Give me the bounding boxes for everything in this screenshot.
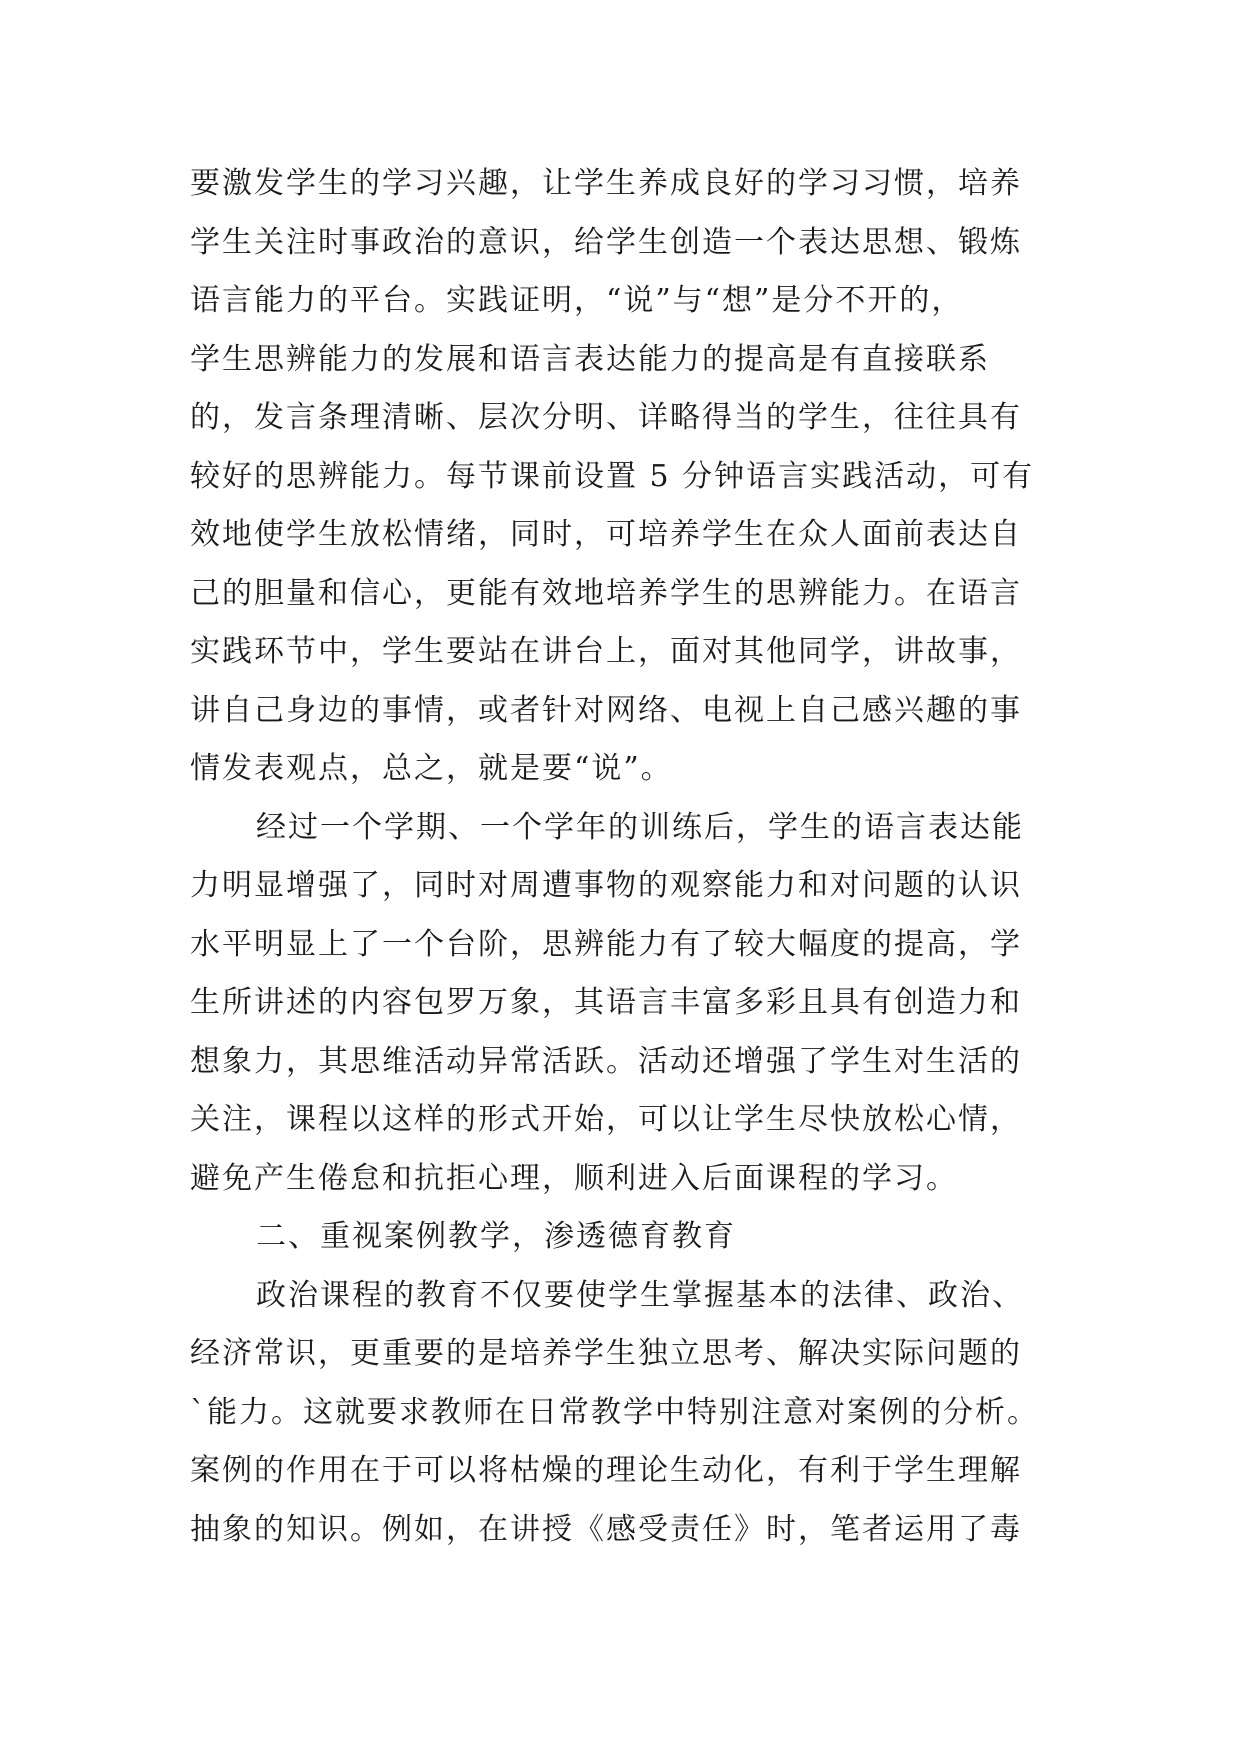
text-line: 情发表观点，总之，就是要“说”。 [190, 751, 673, 786]
text-line: 要激发学生的学习兴趣，让学生养成良好的学习习惯，培养 [190, 166, 1022, 201]
text-line: 生所讲述的内容包罗万象，其语言丰富多彩且具有创造力和 [190, 985, 1022, 1020]
text-line: 较好的思辨能力。每节课前设置 5 分钟语言实践活动，可有 [190, 458, 1035, 494]
text-line: 己的胆量和信心，更能有效地培养学生的思辨能力。在语言 [190, 575, 1022, 611]
text-line: 实践环节中，学生要站在讲台上，面对其他同学，讲故事， [190, 634, 1022, 669]
text-line: 讲自己身边的事情，或者针对网络、电视上自己感兴趣的事 [190, 692, 1022, 728]
text-line: 想象力，其思维活动异常活跃。活动还增强了学生对生活的 [190, 1043, 1022, 1079]
text-line: 避免产生倦怠和抗拒心理，顺利进入后面课程的学习。 [190, 1160, 958, 1196]
paragraph-first-line: 经过一个学期、一个学年的训练后，学生的语言表达能 [256, 809, 1024, 845]
text-line: 经济常识，更重要的是培养学生独立思考、解决实际问题的 [190, 1336, 1022, 1371]
document-body [190, 155, 1090, 1559]
text-line: 语言能力的平台。实践证明，“说”与“想”是分不开的， [190, 283, 964, 318]
text-line: 学生关注时事政治的意识，给学生创造一个表达思想、锻炼 [190, 224, 1022, 260]
text-line: `能力。这就要求教师在日常教学中特别注意对案例的分析。 [190, 1394, 1039, 1430]
text-line: 案例的作用在于可以将枯燥的理论生动化，有利于学生理解 [190, 1453, 1022, 1488]
text-line: 抽象的知识。例如，在讲授《感受责任》时，笔者运用了毒 [190, 1511, 1022, 1547]
section-heading: 二、重视案例教学，渗透德育教育 [256, 1219, 736, 1254]
text-line: 关注，课程以这样的形式开始，可以让学生尽快放松心情， [190, 1102, 1022, 1137]
text-line: 水平明显上了一个台阶，思辨能力有了较大幅度的提高，学 [190, 926, 1022, 962]
text-line: 效地使学生放松情绪，同时，可培养学生在众人面前表达自 [190, 517, 1022, 552]
paragraph-first-line: 政治课程的教育不仅要使学生掌握基本的法律、政治、 [256, 1277, 1024, 1313]
text-line: 学生思辨能力的发展和语言表达能力的提高是有直接联系 [190, 341, 990, 377]
text-line: 的，发言条理清晰、层次分明、详略得当的学生，往往具有 [190, 400, 1022, 435]
text-line: 力明显增强了，同时对周遭事物的观察能力和对问题的认识 [190, 868, 1022, 903]
